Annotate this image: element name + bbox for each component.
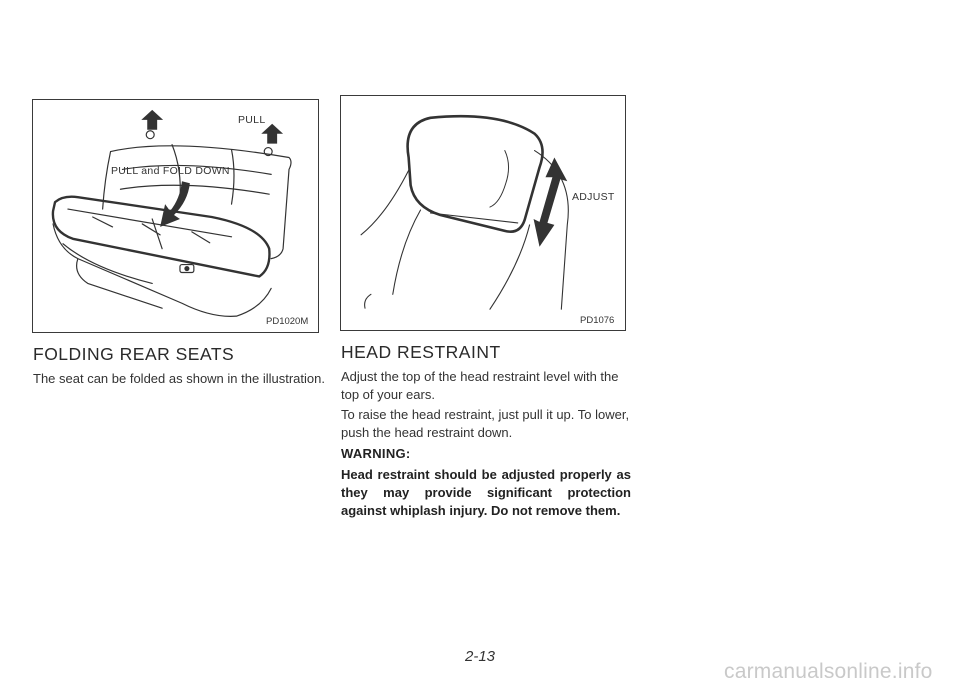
head-restraint-para-1: Adjust the top of the head restraint level with the top of your ears. <box>341 369 619 402</box>
page-number: 2-13 <box>465 648 496 665</box>
pull-and-fold-label: PULL and FOLD DOWN <box>111 165 230 177</box>
folding-seats-body: The seat can be folded as shown in the illustration. <box>33 371 325 386</box>
head-restraint-heading: HEAD RESTRAINT <box>341 342 501 362</box>
folding-rear-seats-heading: FOLDING REAR SEATS <box>33 344 235 364</box>
warning-title: WARNING: <box>341 446 411 461</box>
rear-seat-illustration <box>33 100 318 332</box>
figure-code: PD1076 <box>580 315 615 326</box>
watermark: carmanualsonline.info <box>724 660 933 683</box>
folding-seat-figure <box>32 99 319 333</box>
warning-body: Head restraint should be adjusted properly as they may provide significant protection against whiplash injury. Do not remove them. <box>341 467 631 518</box>
pull-label: PULL <box>238 114 266 126</box>
adjust-label: ADJUST <box>572 191 615 203</box>
head-restraint-para-2: To raise the head restraint, just pull it up. To lower, push the head restraint down. <box>341 407 630 440</box>
figure-code: PD1020M <box>266 316 309 327</box>
head-restraint-illustration <box>341 96 625 330</box>
head-restraint-figure <box>340 95 626 331</box>
